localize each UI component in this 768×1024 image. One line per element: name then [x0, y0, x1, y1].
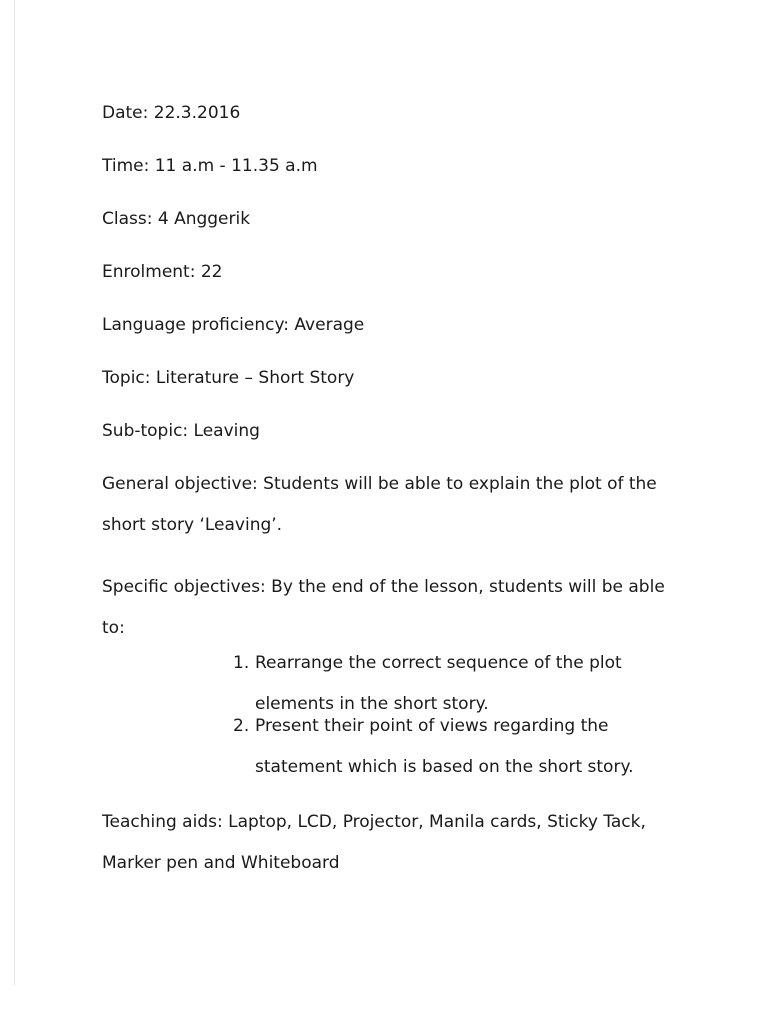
page-edge — [14, 0, 15, 985]
list-item — [233, 706, 682, 788]
list-item-line-2: elements in the short story. — [255, 694, 489, 714]
list-item-number: 2. — [233, 716, 250, 736]
time-line: Time: 11 a.m - 11.35 a.m — [102, 156, 318, 176]
topic-line: Topic: Literature – Short Story — [102, 368, 355, 388]
language-proficiency-line: Language proficiency: Average — [102, 315, 365, 335]
teaching-aids — [102, 802, 682, 884]
specific-objectives — [102, 567, 682, 649]
list-item-number: 1. — [233, 653, 250, 673]
objectives-list — [233, 643, 682, 788]
general-objective-line-2: short story ‘Leaving’. — [102, 515, 283, 535]
list-item-line-1: Present their point of views regarding the — [255, 716, 609, 736]
date-line: Date: 22.3.2016 — [102, 103, 241, 123]
lesson-plan-document — [102, 101, 682, 884]
specific-objectives-line-2: to: — [102, 618, 125, 638]
class-line: Class: 4 Anggerik — [102, 209, 251, 229]
list-item-line-2: statement which is based on the short story. — [255, 757, 634, 777]
teaching-aids-line-2: Marker pen and Whiteboard — [102, 853, 340, 873]
enrolment-line: Enrolment: 22 — [102, 262, 223, 282]
general-objective — [102, 464, 682, 546]
list-item-line-1: Rearrange the correct sequence of the plot — [255, 653, 622, 673]
specific-objectives-line-1: Specific objectives: By the end of the lesson, students will be able — [102, 577, 665, 597]
general-objective-line-1: General objective: Students will be able to explain the plot of the — [102, 474, 657, 494]
sub-topic-line: Sub-topic: Leaving — [102, 421, 260, 441]
teaching-aids-line-1: Teaching aids: Laptop, LCD, Projector, Manila cards, Sticky Tack, — [102, 812, 646, 832]
